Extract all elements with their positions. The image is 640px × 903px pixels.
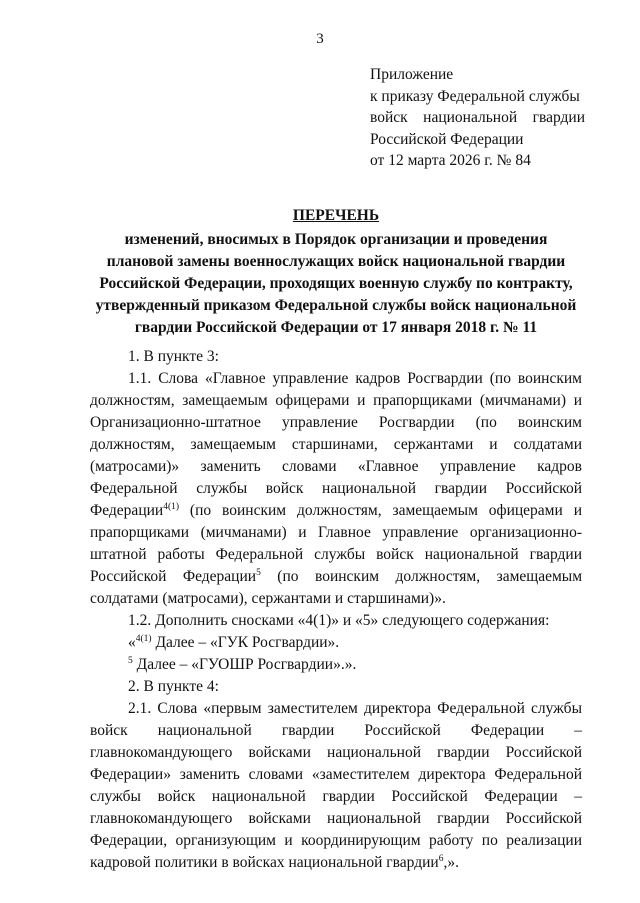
paragraph-1: 1. В пункте 3: <box>128 348 219 365</box>
appendix-line-3: войск национальной гвардии <box>370 109 585 126</box>
footnote-4-1-text: Далее – «ГУК Росгвардии». <box>151 634 340 651</box>
appendix-line-5: от 12 марта 2026 г. № 84 <box>370 152 531 169</box>
footnote-4-1 <box>90 632 582 654</box>
appendix-block <box>370 64 585 172</box>
appendix-line-4: Российской Федерации <box>370 130 524 148</box>
footnote-4-1-open-quote: « <box>128 634 136 651</box>
document-body <box>90 346 582 874</box>
page-number: 3 <box>316 31 324 47</box>
paragraph-1-1-text-b: (по воинским должностям, замещаемым офицерами и прапорщиками (мичманами) и Главное управление организационно-штатной работы Федеральной службы войск национальной гвардии Российской Федерации <box>90 502 582 585</box>
paragraph-1-2: 1.2. Дополнить сносками «4(1)» и «5» следующего содержания: <box>128 612 550 629</box>
paragraph-1-1 <box>90 368 582 610</box>
document-heading <box>90 205 582 339</box>
paragraph-1-1-text-c: (по воинским должностям, замещаемым солдатами (матросами), сержантами и старшинами)». <box>90 568 582 607</box>
heading-title: ПЕРЕЧЕНЬ <box>292 207 380 224</box>
heading-subtitle: изменений, вносимых в Порядок организации и проведения плановой замены военнослужащих войск национальной гвардии Российской Федерации, проходящих военную службу по контракту, утвержденный приказом Федеральной службы войск национальной гвардии Российской Федерации от 17 января 2018 г. № 11 <box>95 231 577 336</box>
footnote-5-text: Далее – «ГУОШР Росгвардии».». <box>132 656 357 673</box>
appendix-line-2: к приказу Федеральной службы <box>370 87 580 105</box>
footnote-ref-5: 5 <box>256 567 261 578</box>
footnote-5-marker: 5 <box>128 655 133 666</box>
paragraph-2-1-text-a: 2.1. Слова «первым заместителем директора Федеральной службы войск национальной гвардии Российской Федерации – главнокомандующего войсками национальной гвардии Российской Федерации» заменить словами «заместителем директора Федеральной службы войск национальной гвардии Российской Федерации – главнокомандующего войсками национальной гвардии Российской Федерации, организующим и координирующим работу по реализации кадровой политики в войсках национальной гвардии <box>90 700 582 871</box>
paragraph-2: 2. В пункте 4: <box>128 678 219 695</box>
footnote-ref-6: 6 <box>438 853 444 864</box>
paragraph-1-1-text-a: 1.1. Слова «Главное управление кадров Росгвардии (по воинским должностям, замещаемым офицерами и прапорщиками (мичманами) и Организационно-штатное управление Росгвардии (по воинским должностям, замещаемым старшинами, сержантами и солдатами (матросами)» заменить словами «Главное управление кадров Федеральной службы войск национальной гвардии Российской Федерации <box>90 370 582 519</box>
footnote-ref-4-1: 4(1) <box>163 501 180 512</box>
footnote-5 <box>90 654 582 676</box>
paragraph-2-1 <box>90 698 582 874</box>
footnote-4-1-marker: 4(1) <box>135 633 152 644</box>
paragraph-2-1-text-b: ,». <box>443 854 459 871</box>
appendix-line-1: Приложение <box>370 66 454 83</box>
